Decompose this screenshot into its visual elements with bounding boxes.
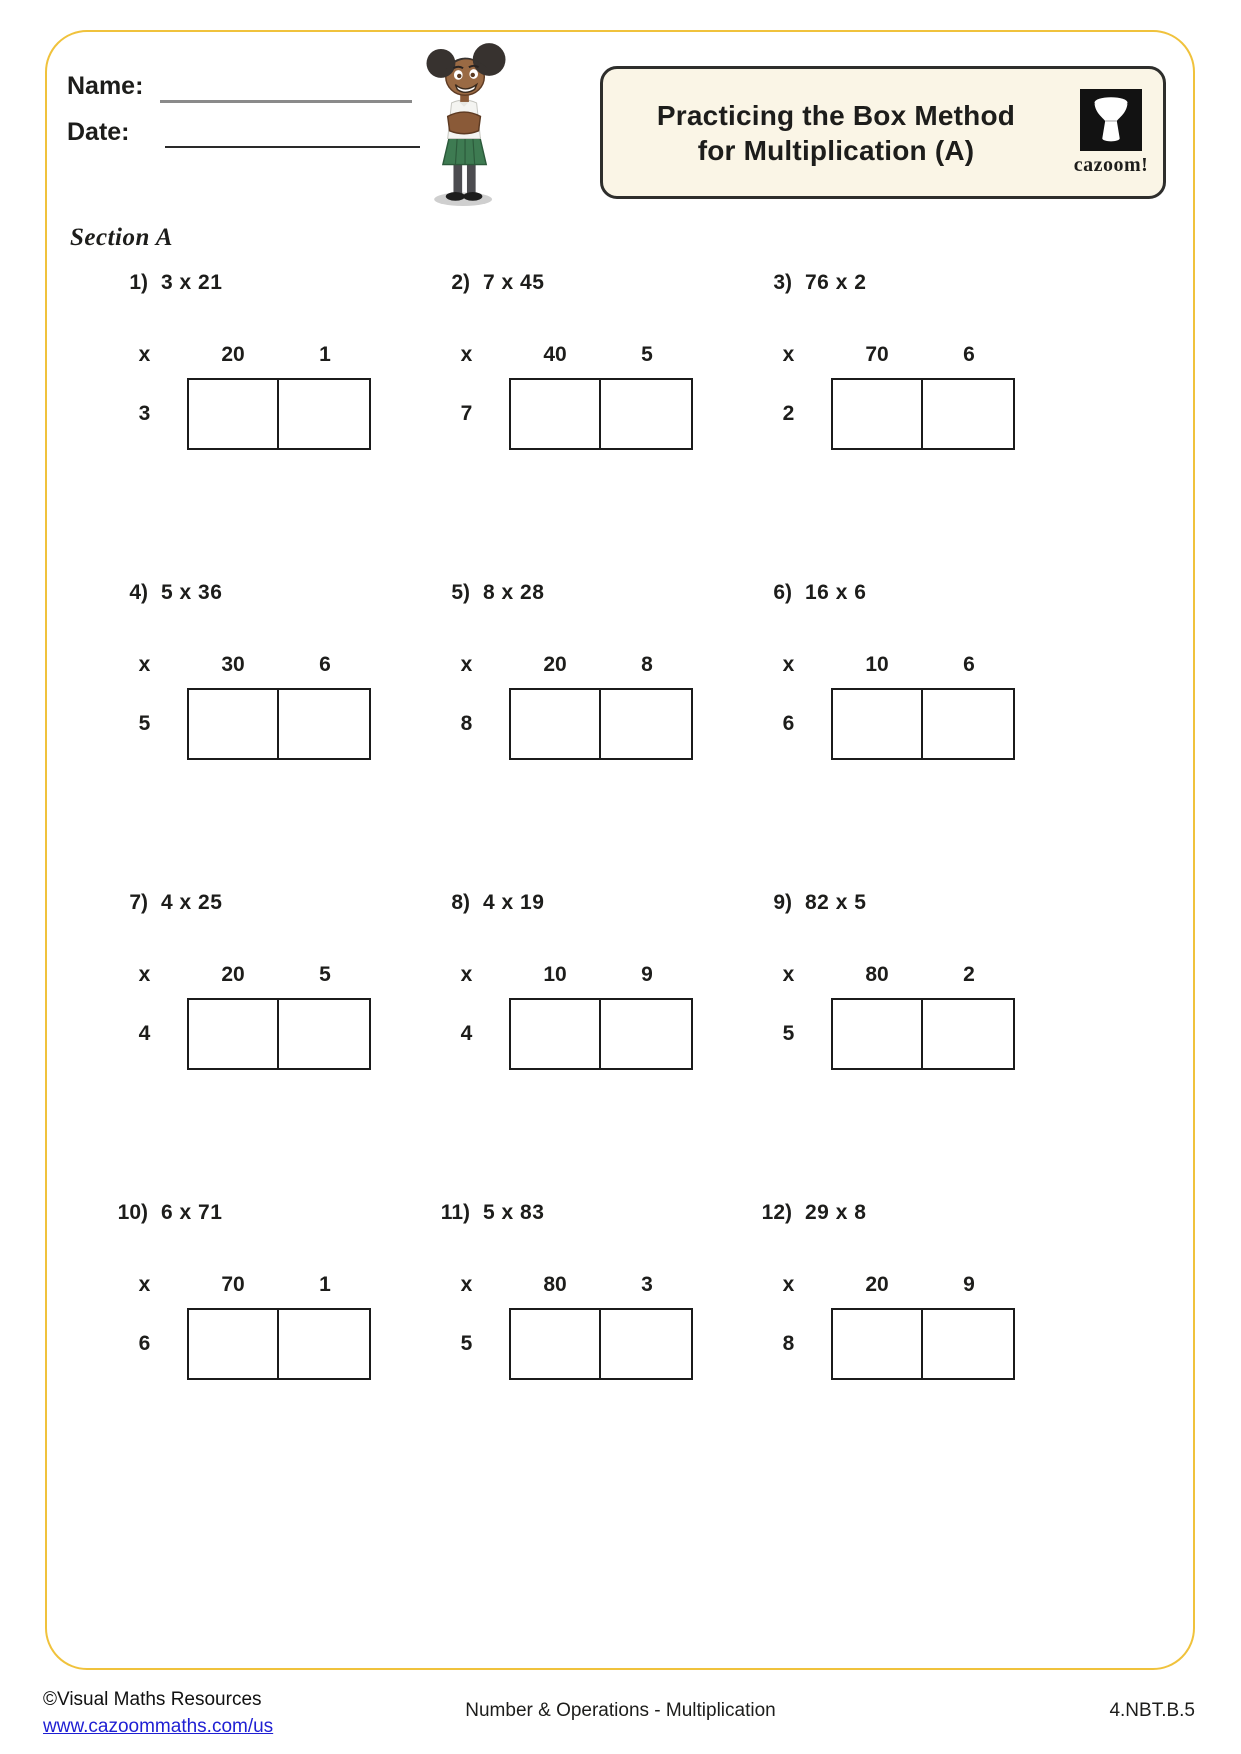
problem — [102, 270, 424, 580]
multiply-symbol: x — [782, 1273, 795, 1296]
column-value-1: 80 — [865, 963, 889, 986]
problem-number: 12) — [761, 1201, 792, 1224]
column-value-1: 30 — [221, 653, 245, 676]
problem-heading — [110, 270, 424, 296]
answer-box-1[interactable] — [831, 998, 923, 1070]
box-method-table — [424, 952, 746, 1070]
column-value-2: 5 — [319, 963, 331, 986]
answer-box-2[interactable] — [601, 378, 693, 450]
column-value-2: 6 — [963, 343, 975, 366]
answer-box-1[interactable] — [187, 688, 279, 760]
multiply-symbol: x — [460, 1273, 473, 1296]
column-value-1: 20 — [221, 963, 245, 986]
answer-box-1[interactable] — [509, 688, 601, 760]
row-value: 3 — [138, 402, 151, 425]
answer-box-1[interactable] — [187, 1308, 279, 1380]
cazoom-logo — [1069, 89, 1153, 177]
problem-expression: 5 x 36 — [161, 581, 223, 604]
box-method-table — [746, 952, 1068, 1070]
answer-box-2[interactable] — [279, 1308, 371, 1380]
problem — [746, 890, 1068, 1200]
answer-box-2[interactable] — [923, 1308, 1015, 1380]
problem-heading — [754, 890, 1068, 916]
problem-expression: 76 x 2 — [805, 271, 867, 294]
multiply-symbol: x — [138, 343, 151, 366]
box-method-table — [424, 332, 746, 450]
box-method-table — [746, 1262, 1068, 1380]
answer-box-2[interactable] — [279, 378, 371, 450]
box-method-table — [746, 332, 1068, 450]
box-method-table — [102, 1262, 424, 1380]
column-value-2: 5 — [641, 343, 653, 366]
problem-expression: 16 x 6 — [805, 581, 867, 604]
answer-box-1[interactable] — [187, 998, 279, 1070]
row-value: 5 — [782, 1022, 795, 1045]
problem — [746, 1200, 1068, 1510]
problem — [424, 1200, 746, 1510]
cartoon-girl-mascot — [413, 42, 519, 217]
row-value: 8 — [782, 1332, 795, 1355]
box-method-table — [102, 952, 424, 1070]
answer-box-1[interactable] — [831, 1308, 923, 1380]
answer-box-2[interactable] — [923, 998, 1015, 1070]
problem — [746, 580, 1068, 890]
standard-code: 4.NBT.B.5 — [1109, 1700, 1195, 1721]
answer-box-2[interactable] — [923, 378, 1015, 450]
problem-heading — [110, 1200, 424, 1226]
problem-number: 1) — [129, 271, 148, 294]
row-value: 7 — [460, 402, 473, 425]
problem-number: 9) — [773, 891, 792, 914]
problem-heading — [110, 580, 424, 606]
column-value-2: 9 — [641, 963, 653, 986]
column-value-1: 10 — [543, 963, 567, 986]
date-input-line[interactable] — [165, 146, 420, 148]
answer-box-1[interactable] — [187, 378, 279, 450]
multiply-symbol: x — [460, 653, 473, 676]
column-value-2: 6 — [963, 653, 975, 676]
problem-heading — [110, 890, 424, 916]
column-value-2: 8 — [641, 653, 653, 676]
answer-box-1[interactable] — [831, 688, 923, 760]
problem-heading — [754, 1200, 1068, 1226]
date-label: Date: — [67, 118, 130, 146]
problems-grid — [102, 270, 1068, 1510]
box-method-table — [424, 1262, 746, 1380]
problem-number: 6) — [773, 581, 792, 604]
title-line-2: for Multiplication (A) — [697, 134, 975, 166]
box-method-table — [746, 642, 1068, 760]
problem-number: 3) — [773, 271, 792, 294]
page-border-frame — [45, 30, 1195, 1670]
row-value: 5 — [138, 712, 151, 735]
problem-expression: 29 x 8 — [805, 1201, 867, 1224]
column-value-1: 80 — [543, 1273, 567, 1296]
column-value-2: 2 — [963, 963, 975, 986]
problem-heading — [432, 580, 746, 606]
problem-number: 11) — [440, 1201, 470, 1224]
problem-heading — [432, 1200, 746, 1226]
problem — [102, 580, 424, 890]
title-line-1: Practicing the Box Method — [656, 99, 1016, 131]
multiply-symbol: x — [138, 963, 151, 986]
problem — [102, 1200, 424, 1510]
column-value-1: 20 — [865, 1273, 889, 1296]
column-value-1: 70 — [221, 1273, 245, 1296]
name-input-line[interactable] — [160, 100, 412, 103]
multiply-symbol: x — [460, 963, 473, 986]
answer-box-2[interactable] — [923, 688, 1015, 760]
problem-expression: 4 x 19 — [483, 891, 545, 914]
column-value-2: 1 — [319, 343, 331, 366]
problem-expression: 3 x 21 — [161, 271, 223, 294]
problem — [424, 580, 746, 890]
column-value-2: 1 — [319, 1273, 331, 1296]
problem-expression: 6 x 71 — [161, 1201, 223, 1224]
multiply-symbol: x — [138, 1273, 151, 1296]
row-value: 8 — [460, 712, 473, 735]
row-value: 4 — [138, 1022, 151, 1045]
multiply-symbol: x — [138, 653, 151, 676]
worksheet-title — [603, 98, 1069, 168]
drum-icon — [1080, 89, 1142, 151]
answer-box-2[interactable] — [601, 688, 693, 760]
problem-expression: 5 x 83 — [483, 1201, 545, 1224]
row-value: 6 — [138, 1332, 151, 1355]
problem-expression: 82 x 5 — [805, 891, 867, 914]
name-label: Name: — [67, 72, 144, 100]
problem-expression: 4 x 25 — [161, 891, 223, 914]
problem-number: 2) — [451, 271, 470, 294]
column-value-2: 9 — [963, 1273, 975, 1296]
column-value-1: 20 — [221, 343, 245, 366]
copyright-text: ©Visual Maths Resources — [43, 1689, 262, 1710]
column-value-1: 10 — [865, 653, 889, 676]
multiply-symbol: x — [460, 343, 473, 366]
section-heading: Section A — [70, 224, 173, 251]
column-value-1: 40 — [543, 343, 567, 366]
answer-box-2[interactable] — [279, 998, 371, 1070]
multiply-symbol: x — [782, 343, 795, 366]
cazoom-logo-text: cazoom! — [1073, 153, 1149, 176]
problem-number: 5) — [451, 581, 470, 604]
box-method-table — [424, 642, 746, 760]
row-value: 4 — [460, 1022, 473, 1045]
multiply-symbol: x — [782, 963, 795, 986]
column-value-1: 70 — [865, 343, 889, 366]
answer-box-1[interactable] — [831, 378, 923, 450]
problem-number: 4) — [129, 581, 148, 604]
problem-number: 10) — [117, 1201, 148, 1224]
problem-expression: 7 x 45 — [483, 271, 545, 294]
row-value: 5 — [460, 1332, 473, 1355]
answer-box-1[interactable] — [509, 998, 601, 1070]
row-value: 2 — [782, 402, 795, 425]
box-method-table — [102, 332, 424, 450]
answer-box-1[interactable] — [509, 378, 601, 450]
answer-box-2[interactable] — [601, 998, 693, 1070]
problem-number: 8) — [451, 891, 470, 914]
row-value: 6 — [782, 712, 795, 735]
footer-topic: Number & Operations - Multiplication — [465, 1700, 776, 1721]
girl-illustration-svg — [413, 42, 519, 212]
problem — [424, 890, 746, 1200]
problem — [746, 270, 1068, 580]
column-value-2: 3 — [641, 1273, 653, 1296]
box-method-table — [102, 642, 424, 760]
website-link[interactable]: www.cazoommaths.com/us — [43, 1716, 274, 1737]
answer-box-2[interactable] — [601, 1308, 693, 1380]
problem-number: 7) — [129, 891, 148, 914]
problem-heading — [432, 890, 746, 916]
worksheet-title-box — [600, 66, 1166, 199]
multiply-symbol: x — [782, 653, 795, 676]
problem-heading — [754, 580, 1068, 606]
problem-heading — [432, 270, 746, 296]
problem — [424, 270, 746, 580]
problem — [102, 890, 424, 1200]
answer-box-1[interactable] — [509, 1308, 601, 1380]
answer-box-2[interactable] — [279, 688, 371, 760]
column-value-1: 20 — [543, 653, 567, 676]
column-value-2: 6 — [319, 653, 331, 676]
problem-heading — [754, 270, 1068, 296]
problem-expression: 8 x 28 — [483, 581, 545, 604]
